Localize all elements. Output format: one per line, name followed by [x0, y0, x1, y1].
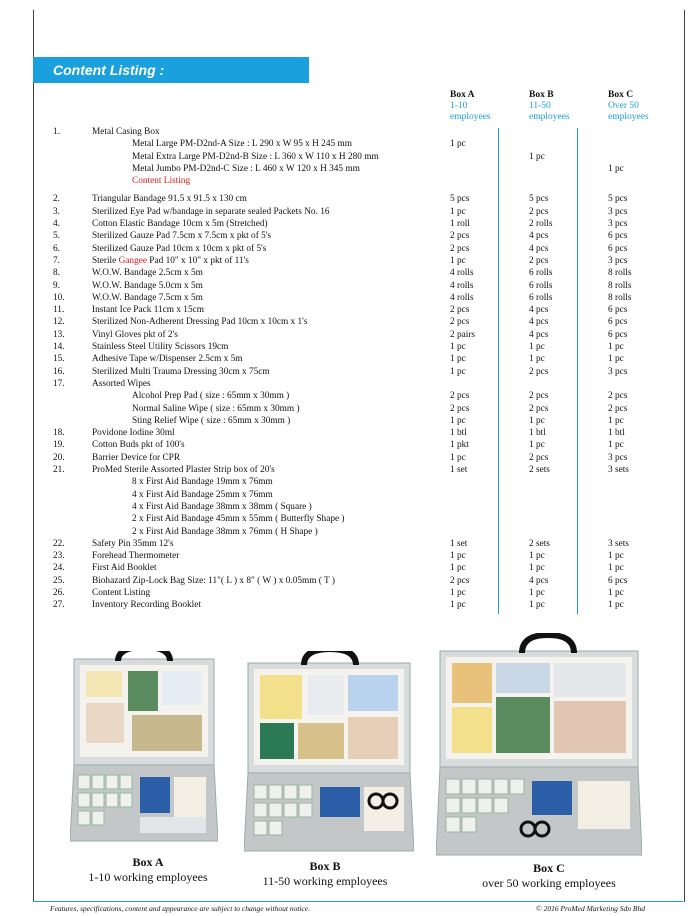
box-b-quantity: 4 pcs [529, 575, 549, 586]
box-c-quantity: 1 pc [608, 551, 624, 562]
box-c-name: Box C [608, 90, 634, 100]
item-description-part: Pad 10" x 10" x pkt of 11's [146, 255, 249, 266]
box-a-quantity: 1 pc [450, 255, 466, 266]
box-c-quantity: 3 pcs [608, 206, 628, 217]
item-number: 22. [53, 538, 65, 549]
item-description: Triangular Bandage 91.5 x 91.5 x 130 cm [92, 194, 247, 205]
content-item-row [0, 255, 694, 267]
item-number: 8. [53, 268, 60, 279]
box-c-quantity: 2 pcs [608, 391, 628, 402]
content-item-row [0, 452, 694, 464]
content-subitem-row [0, 501, 694, 513]
item-number: 24. [53, 563, 65, 574]
item-description: Inventory Recording Booklet [92, 600, 201, 611]
box-a-caption [78, 855, 218, 885]
item-number: 27. [53, 600, 65, 611]
box-b-quantity: 6 rolls [529, 280, 553, 291]
box-b-quantity: 5 pcs [529, 194, 549, 205]
box-c-range: Over 50 [608, 101, 639, 111]
content-item-row [0, 562, 694, 574]
box-c-quantity: 1 pc [608, 587, 624, 598]
content-item-row [0, 230, 694, 242]
box-c-caption-name: Box C [533, 861, 565, 875]
box-b-quantity: 6 rolls [529, 292, 553, 303]
box-a-quantity: 4 rolls [450, 268, 474, 279]
content-subitem-row [0, 403, 694, 415]
footer-divider [33, 901, 683, 902]
content-item-row [0, 378, 694, 390]
box-a-quantity: 1 pc [450, 551, 466, 562]
content-item-row [0, 353, 694, 365]
item-description: Biohazard Zip-Lock Bag Size: 11"( L ) x 8" ( W ) x 0.05mm ( T ) [92, 575, 335, 586]
box-c-quantity: 6 pcs [608, 243, 628, 254]
content-subitem-row [0, 415, 694, 427]
box-a-quantity: 1 pc [450, 206, 466, 217]
item-number: 19. [53, 440, 65, 451]
box-a-quantity: 2 pairs [450, 329, 476, 340]
item-description: Vinyl Gloves pkt of 2's [92, 329, 178, 340]
content-item-row [0, 464, 694, 476]
content-item-row [0, 206, 694, 218]
box-a-quantity: 1 pc [450, 366, 466, 377]
box-c-quantity: 6 pcs [608, 305, 628, 316]
content-item-row [0, 316, 694, 328]
box-a-quantity: 1 pc [450, 342, 466, 353]
item-number: 12. [53, 317, 65, 328]
content-item-row [0, 243, 694, 255]
item-description: W.O.W. Bandage 5.0cm x 5m [92, 280, 203, 291]
content-item-row [0, 193, 694, 205]
box-a-caption-desc: 1-10 working employees [88, 870, 208, 884]
content-item-row [0, 439, 694, 451]
content-item-row [0, 587, 694, 599]
box-a-quantity: 1 pc [450, 415, 466, 426]
item-description: Content Listing [92, 587, 151, 598]
box-a-quantity: 2 pcs [450, 391, 470, 402]
content-item-row [0, 538, 694, 550]
content-subitem-row [0, 390, 694, 402]
box-a-quantity: 5 pcs [450, 194, 470, 205]
item-description: Metal Large PM-D2nd-A Size : L 290 x W 95 x H 245 mm [132, 139, 352, 150]
box-b-quantity: 1 btl [529, 428, 546, 439]
item-description-part: Sterile [92, 255, 119, 266]
box-c-quantity: 6 pcs [608, 329, 628, 340]
content-subitem-row [0, 163, 694, 175]
box-b-quantity: 1 pc [529, 440, 545, 451]
box-c-quantity: 3 pcs [608, 255, 628, 266]
box-a-quantity: 2 pcs [450, 231, 470, 242]
item-number: 25. [53, 575, 65, 586]
box-c-quantity: 6 pcs [608, 317, 628, 328]
box-b-quantity: 4 pcs [529, 305, 549, 316]
box-a-quantity: 1 set [450, 465, 468, 476]
box-a-quantity: 1 pc [450, 600, 466, 611]
box-c-quantity: 8 rolls [608, 280, 632, 291]
box-b-quantity: 1 pc [529, 551, 545, 562]
box-c-quantity: 1 pc [608, 600, 624, 611]
box-b-caption-name: Box B [309, 859, 341, 873]
box-a-quantity: 1 pc [450, 354, 466, 365]
box-c-quantity: 3 pcs [608, 219, 628, 230]
item-number: 21. [53, 465, 65, 476]
item-description: Assorted Wipes [92, 378, 151, 389]
box-b-quantity: 2 sets [529, 465, 550, 476]
item-description: Sterilized Gauze Pad 7.5cm x 7.5cm x pkt of 5's [92, 231, 272, 242]
item-description: Sting Relief Wipe ( size : 65mm x 30mm ) [132, 415, 291, 426]
box-c-quantity: 8 rolls [608, 268, 632, 279]
box-b-quantity: 4 pcs [529, 231, 549, 242]
box-a-quantity: 2 pcs [450, 305, 470, 316]
box-a-quantity: 1 pc [450, 587, 466, 598]
item-number: 3. [53, 206, 60, 217]
footer-copyright: © 2016 ProMed Marketing Sdn Bhd [536, 904, 645, 913]
section-title: Content Listing : [33, 57, 309, 83]
item-description: Instant Ice Pack 11cm x 15cm [92, 305, 204, 316]
box-b-quantity: 2 sets [529, 538, 550, 549]
box-a-quantity: 4 rolls [450, 292, 474, 303]
content-subitem-row [0, 489, 694, 501]
content-item-row [0, 550, 694, 562]
box-b-quantity: 4 pcs [529, 243, 549, 254]
box-c-quantity: 1 pc [608, 563, 624, 574]
box-a-quantity: 1 pc [450, 452, 466, 463]
box-a-quantity: 1 pc [450, 139, 466, 150]
box-a-header [450, 90, 491, 123]
item-description: 8 x First Aid Bandage 19mm x 76mm [132, 477, 273, 488]
content-item-row [0, 292, 694, 304]
box-c-quantity: 1 pc [608, 163, 624, 174]
item-description: ProMed Sterile Assorted Plaster Strip box of 20's [92, 465, 275, 476]
box-b-caption-desc: 11-50 working employees [262, 874, 388, 888]
item-number: 15. [53, 354, 65, 365]
item-number: 9. [53, 280, 60, 291]
box-a-quantity: 1 roll [450, 219, 470, 230]
item-description: Metal Extra Large PM-D2nd-B Size : L 360 x W 110 x H 280 mm [132, 151, 379, 162]
box-a-quantity: 2 pcs [450, 317, 470, 328]
item-description: Stainless Steel Utility Scissors 19cm [92, 342, 229, 353]
box-b-name: Box B [529, 90, 554, 100]
box-b-kit-image [244, 651, 414, 861]
item-description: Barrier Device for CPR [92, 452, 181, 463]
content-item-row [0, 329, 694, 341]
content-subitem-row [0, 175, 694, 187]
box-a-quantity: 1 pc [450, 563, 466, 574]
item-number: 4. [53, 219, 60, 230]
content-item-row [0, 341, 694, 353]
box-b-caption [250, 859, 400, 889]
kit-photos [0, 633, 694, 893]
item-description: First Aid Booklet [92, 563, 157, 574]
item-description: Povidone Iodine 30ml [92, 428, 175, 439]
item-number: 18. [53, 428, 65, 439]
item-number: 7. [53, 255, 60, 266]
item-number: 14. [53, 342, 65, 353]
box-b-quantity: 2 pcs [529, 255, 549, 266]
item-number: 6. [53, 243, 60, 254]
box-c-header [608, 90, 649, 123]
item-description: Alcohol Prep Pad ( size : 65mm x 30mm ) [132, 391, 290, 402]
box-c-quantity: 1 pc [608, 342, 624, 353]
item-number: 1. [53, 127, 60, 137]
box-c-caption [466, 861, 632, 891]
box-a-quantity: 1 pkt [450, 440, 469, 451]
item-number: 16. [53, 366, 65, 377]
box-b-quantity: 1 pc [529, 587, 545, 598]
item-description: Cotton Buds pkt of 100's [92, 440, 185, 451]
item-description: 4 x First Aid Bandage 25mm x 76mm [132, 489, 273, 500]
content-table [0, 126, 694, 612]
item-description: Metal Jumbo PM-D2nd-C Size : L 460 x W 120 x H 345 mm [132, 163, 360, 174]
box-c-quantity: 8 rolls [608, 292, 632, 303]
box-b-header [529, 90, 570, 123]
box-b-quantity: 1 pc [529, 600, 545, 611]
box-b-quantity: 2 pcs [529, 391, 549, 402]
item-number: 2. [53, 194, 60, 205]
box-b-quantity: 2 pcs [529, 403, 549, 414]
item-number: 23. [53, 551, 65, 562]
box-a-range: 1-10 [450, 101, 468, 111]
box-c-unit: employees [608, 112, 649, 122]
item-number: 10. [53, 292, 65, 303]
box-a-quantity: 1 set [450, 538, 468, 549]
box-c-quantity: 1 pc [608, 440, 624, 451]
content-item-row [0, 575, 694, 587]
footer-disclaimer: Features, specifications, content and appearance are subject to change without notice. [50, 904, 311, 913]
box-a-kit-image [70, 651, 218, 851]
box-c-kit-image [436, 633, 642, 861]
box-c-quantity: 6 pcs [608, 231, 628, 242]
box-a-quantity: 2 pcs [450, 403, 470, 414]
content-item-row [0, 366, 694, 378]
item-description: W.O.W. Bandage 2.5cm x 5m [92, 268, 203, 279]
content-subitem-row [0, 513, 694, 525]
content-item-row [0, 267, 694, 279]
box-a-caption-name: Box A [132, 855, 164, 869]
item-description: Normal Saline Wipe ( size : 65mm x 30mm ) [132, 403, 300, 414]
box-a-name: Box A [450, 90, 475, 100]
box-c-quantity: 3 sets [608, 538, 629, 549]
item-description: Sterilized Gauze Pad 10cm x 10cm x pkt of 5's [92, 243, 267, 254]
item-description: Sterilized Eye Pad w/bandage in separate sealed Packets No. 16 [92, 206, 330, 217]
box-a-quantity: 1 btl [450, 428, 467, 439]
box-b-quantity: 1 pc [529, 151, 545, 162]
box-c-quantity: 6 pcs [608, 575, 628, 586]
box-c-quantity: 2 pcs [608, 403, 628, 414]
content-item-row [0, 304, 694, 316]
item-number: 20. [53, 452, 65, 463]
box-b-quantity: 2 pcs [529, 206, 549, 217]
item-number: 5. [53, 231, 60, 242]
content-item-row [0, 599, 694, 611]
item-description: Sterilized Multi Trauma Dressing 30cm x 75cm [92, 366, 270, 377]
item-number: 26. [53, 587, 65, 598]
item-description: W.O.W. Bandage 7.5cm x 5m [92, 292, 203, 303]
box-b-quantity: 1 pc [529, 415, 545, 426]
box-b-quantity: 1 pc [529, 354, 545, 365]
box-c-caption-desc: over 50 working employees [482, 876, 616, 890]
box-a-quantity: 4 rolls [450, 280, 474, 291]
content-subitem-row [0, 138, 694, 150]
item-description-highlight: Gangee [118, 255, 147, 266]
box-a-quantity: 2 pcs [450, 575, 470, 586]
box-b-quantity: 2 pcs [529, 452, 549, 463]
item-description: 2 x First Aid Bandage 38mm x 76mm ( H Shape ) [132, 526, 318, 537]
box-a-quantity: 2 pcs [450, 243, 470, 254]
item-description [92, 255, 249, 267]
box-b-quantity: 2 rolls [529, 219, 553, 230]
box-c-quantity: 3 sets [608, 465, 629, 476]
box-a-unit: employees [450, 112, 491, 122]
item-description: Safety Pin 35mm 12's [92, 538, 174, 549]
item-description: Forehead Thermometer [92, 551, 180, 562]
box-c-quantity: 3 pcs [608, 452, 628, 463]
box-b-quantity: 4 pcs [529, 329, 549, 340]
box-b-quantity: 6 rolls [529, 268, 553, 279]
item-description: Content Listing [132, 176, 191, 187]
content-subitem-row [0, 476, 694, 488]
item-number: 11. [53, 305, 65, 316]
item-number: 17. [53, 378, 65, 389]
box-b-range: 11-50 [529, 101, 551, 111]
box-b-quantity: 4 pcs [529, 317, 549, 328]
content-item-row [0, 126, 694, 138]
content-item-row [0, 427, 694, 439]
content-item-row [0, 218, 694, 230]
box-b-quantity: 1 pc [529, 563, 545, 574]
item-description: 2 x First Aid Bandage 45mm x 55mm ( Butterfly Shape ) [132, 514, 345, 525]
box-b-quantity: 1 pc [529, 342, 545, 353]
box-c-quantity: 1 pc [608, 354, 624, 365]
content-item-row [0, 280, 694, 292]
box-c-quantity: 5 pcs [608, 194, 628, 205]
item-number: 13. [53, 329, 65, 340]
item-description: Adhesive Tape w/Dispenser 2.5cm x 5m [92, 354, 243, 365]
box-c-quantity: 3 pcs [608, 366, 628, 377]
box-c-quantity: 1 btl [608, 428, 625, 439]
content-subitem-row [0, 526, 694, 538]
content-subitem-row [0, 151, 694, 163]
item-description: Sterilized Non-Adherent Dressing Pad 10cm x 10cm x 1's [92, 317, 308, 328]
box-b-quantity: 2 pcs [529, 366, 549, 377]
item-description: Cotton Elastic Bandage 10cm x 5m (Stretched) [92, 219, 268, 230]
box-b-unit: employees [529, 112, 570, 122]
box-c-quantity: 1 pc [608, 415, 624, 426]
item-description: 4 x First Aid Bandage 38mm x 38mm ( Square ) [132, 501, 312, 512]
item-description: Metal Casing Box [92, 127, 160, 137]
